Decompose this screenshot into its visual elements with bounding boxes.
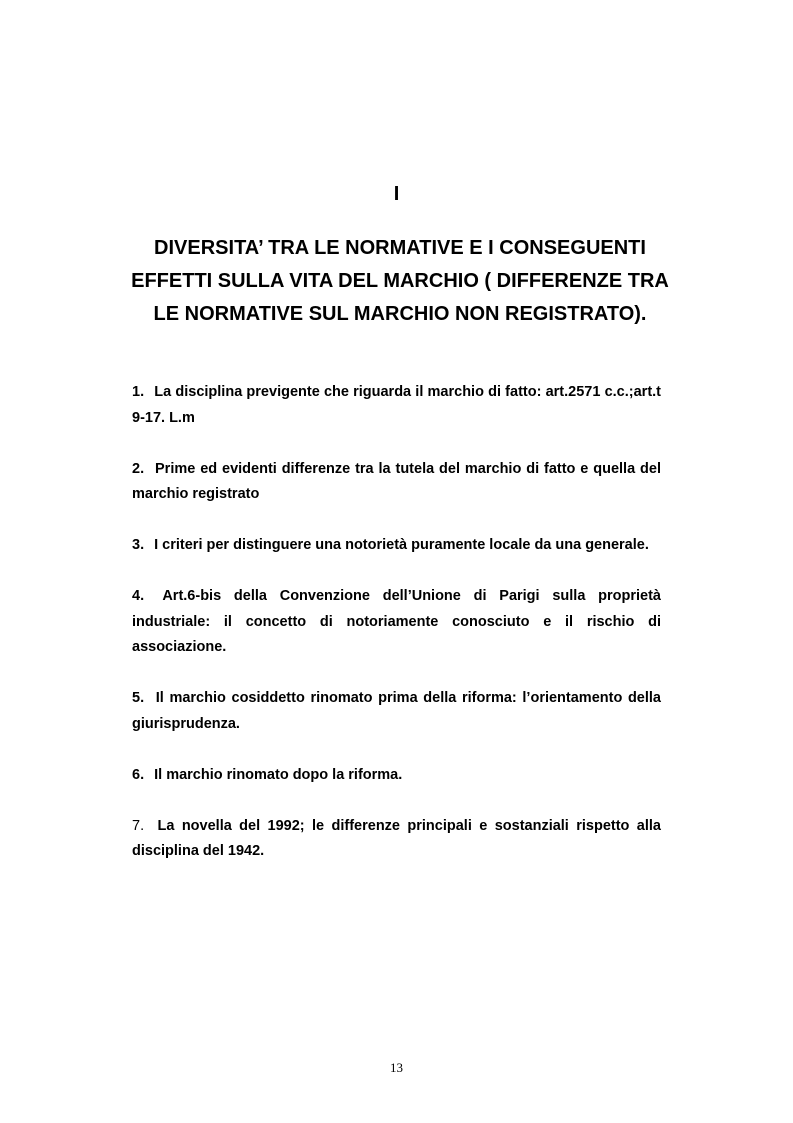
section-list [132,380,661,890]
section-item-7 [132,814,661,865]
section-text: Art.6-bis della Convenzione dell’Unione di Parigi sulla proprietà industriale: il concetto di notoriamente conosciuto e il rischio di associazione. [132,588,661,655]
section-text: La disciplina previgente che riguarda il marchio di fatto: art.2571 c.c.;art.t 9-17. L.m [132,384,662,426]
section-item-3 [132,533,661,559]
section-item-4 [132,584,661,661]
section-number: 6. [132,766,145,783]
section-item-5 [132,686,661,737]
section-number: 4. [132,588,145,604]
page-number: 13 [390,1060,403,1075]
section-text: I criteri per distinguere una notorietà puramente locale da una generale. [154,537,649,553]
section-item-2 [132,457,661,508]
section-number: 3. [132,537,145,553]
section-number: 5. [132,690,145,706]
section-text: Prime ed evidenti differenze tra la tutela del marchio di fatto e quella del marchio registrato [132,460,661,502]
section-number: 2. [132,460,145,477]
section-number: 7. [132,817,145,834]
section-text: La novella del 1992; le differenze principali e sostanziali rispetto alla disciplina del 1942. [132,817,661,859]
section-text: Il marchio rinomato dopo la riforma. [154,766,403,783]
section-text: Il marchio cosiddetto rinomato prima della riforma: l’orientamento della giurisprudenza. [132,690,661,732]
section-number: 1. [132,384,145,400]
section-item-1 [132,380,661,431]
chapter-number: I [393,183,400,205]
chapter-title: DIVERSITA’ TRA LE NORMATIVE E I CONSEGUENTI EFFETTI SULLA VITA DEL MARCHIO ( DIFFERENZE TRA LE NORMATIVE SUL MARCHIO NON REGISTRATO). [131,237,669,325]
section-item-6 [132,763,661,789]
